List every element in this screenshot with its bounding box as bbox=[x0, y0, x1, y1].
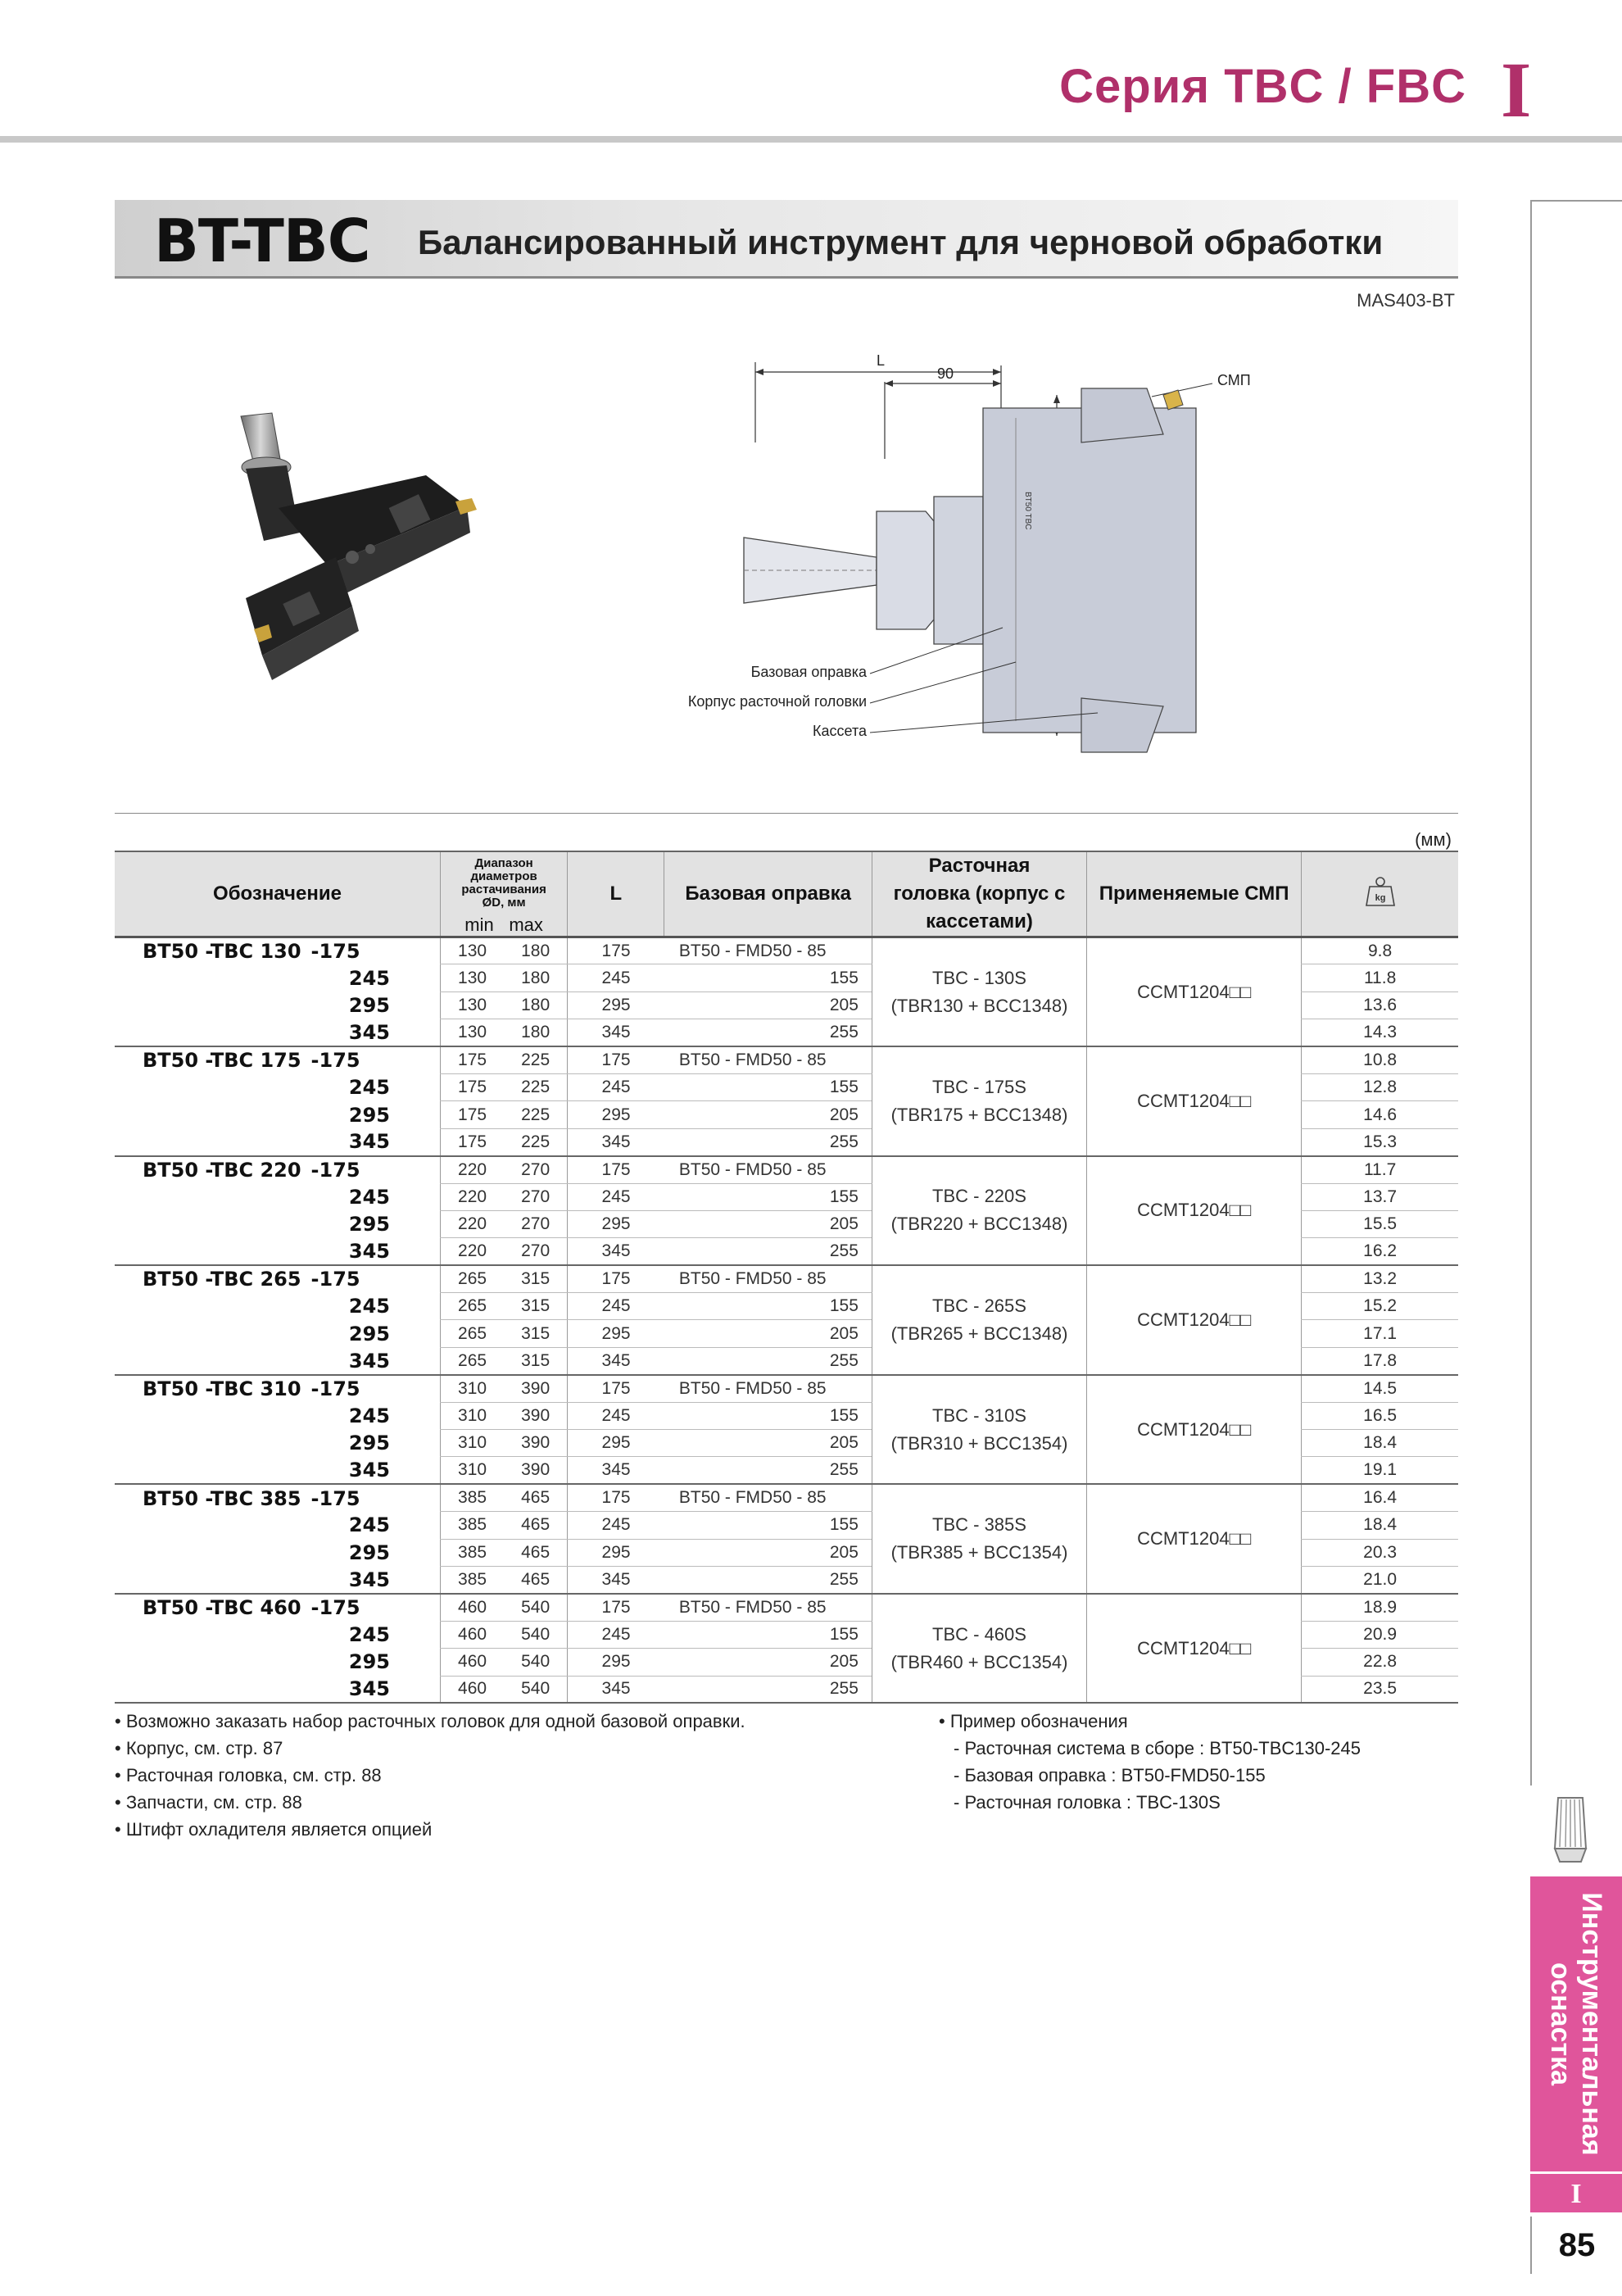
section-roman-numeral: I bbox=[1501, 46, 1532, 134]
cell-base-holder: BT50 - FMD50 - 85 bbox=[664, 1484, 872, 1511]
table-row bbox=[115, 1375, 1458, 1402]
designation-suffix: -175 bbox=[310, 939, 360, 963]
cell-max: 465 bbox=[504, 1539, 568, 1566]
cell-max: 390 bbox=[504, 1457, 568, 1484]
cell-max: 225 bbox=[504, 1128, 568, 1155]
cell-min: 175 bbox=[441, 1101, 505, 1128]
cell-insert: CCMT1204□□ bbox=[1087, 1265, 1302, 1375]
technical-drawing bbox=[687, 336, 1327, 762]
cell-max: 315 bbox=[504, 1265, 568, 1292]
designation-prefix: BT50 -TBC 310 bbox=[143, 1377, 301, 1400]
title-bar bbox=[115, 200, 1458, 279]
cell-insert: CCMT1204□□ bbox=[1087, 1046, 1302, 1156]
cell-max: 540 bbox=[504, 1594, 568, 1621]
header-designation: Обозначение bbox=[115, 851, 441, 937]
cell-L: 295 bbox=[568, 1649, 664, 1676]
cell-base-holder: BT50 - FMD50 - 85 bbox=[664, 1375, 872, 1402]
cell-designation bbox=[115, 991, 441, 1019]
designation-prefix: BT50 -TBC 220 bbox=[143, 1158, 301, 1182]
cell-base-holder: 255 bbox=[664, 1238, 872, 1265]
header-weight bbox=[1302, 851, 1458, 937]
cell-weight: 19.1 bbox=[1302, 1457, 1458, 1484]
cell-max: 180 bbox=[504, 1019, 568, 1046]
cell-boring-head bbox=[872, 1046, 1086, 1156]
cell-max: 390 bbox=[504, 1375, 568, 1402]
cell-L: 175 bbox=[568, 1265, 664, 1292]
cell-designation bbox=[115, 1484, 441, 1511]
dim-L-label: L bbox=[877, 352, 886, 369]
unit-note: (мм) bbox=[1415, 829, 1452, 850]
cell-base-holder: 205 bbox=[664, 1320, 872, 1347]
cell-designation bbox=[115, 1621, 441, 1648]
cell-min: 310 bbox=[441, 1457, 505, 1484]
cell-min: 310 bbox=[441, 1402, 505, 1429]
cell-weight: 15.2 bbox=[1302, 1293, 1458, 1320]
cell-max: 270 bbox=[504, 1210, 568, 1237]
cell-designation bbox=[115, 1512, 441, 1539]
cell-min: 220 bbox=[441, 1156, 505, 1183]
cell-insert: CCMT1204□□ bbox=[1087, 1156, 1302, 1266]
cell-L: 245 bbox=[568, 1183, 664, 1210]
cell-base-holder: 155 bbox=[664, 1293, 872, 1320]
cell-weight: 17.1 bbox=[1302, 1320, 1458, 1347]
weight-unit: kg bbox=[1375, 892, 1386, 903]
cell-designation bbox=[115, 937, 441, 964]
cell-min: 385 bbox=[441, 1539, 505, 1566]
cell-base-holder: 155 bbox=[664, 1402, 872, 1429]
cell-weight: 23.5 bbox=[1302, 1676, 1458, 1703]
designation-suffix: 295 bbox=[348, 1540, 390, 1564]
cell-max: 270 bbox=[504, 1156, 568, 1183]
cell-base-holder: 155 bbox=[664, 964, 872, 991]
designation-suffix: 345 bbox=[348, 1459, 390, 1482]
cell-L: 295 bbox=[568, 991, 664, 1019]
table-row bbox=[115, 1484, 1458, 1511]
designation-prefix: BT50 -TBC 130 bbox=[143, 939, 301, 963]
model-description: Балансированный инструмент для черновой обработки bbox=[418, 223, 1384, 261]
notes-left bbox=[115, 1708, 745, 1843]
example-item: - Расточная головка : TBC-130S bbox=[954, 1792, 1221, 1813]
insert-label: СМП bbox=[1217, 372, 1251, 388]
cell-L: 245 bbox=[568, 1621, 664, 1648]
cell-min: 385 bbox=[441, 1566, 505, 1593]
cell-boring-head bbox=[872, 937, 1086, 1047]
cell-L: 295 bbox=[568, 1539, 664, 1566]
cell-base-holder: BT50 - FMD50 - 85 bbox=[664, 1265, 872, 1292]
product-photo bbox=[221, 410, 565, 713]
cell-max: 270 bbox=[504, 1183, 568, 1210]
cell-L: 295 bbox=[568, 1101, 664, 1128]
cell-L: 245 bbox=[568, 1512, 664, 1539]
cell-designation bbox=[115, 1101, 441, 1128]
designation-prefix: BT50 -TBC 385 bbox=[143, 1486, 301, 1510]
cell-min: 175 bbox=[441, 1046, 505, 1073]
cell-base-holder: 155 bbox=[664, 1073, 872, 1100]
cell-weight: 13.7 bbox=[1302, 1183, 1458, 1210]
cell-weight: 16.5 bbox=[1302, 1402, 1458, 1429]
note-item: • Расточная головка, см. стр. 88 bbox=[115, 1765, 382, 1786]
boring-head-composition: (TBR310 + BCC1354) bbox=[890, 1432, 1068, 1454]
collet-icon bbox=[1545, 1791, 1596, 1865]
cell-min: 265 bbox=[441, 1293, 505, 1320]
cell-min: 385 bbox=[441, 1512, 505, 1539]
cell-weight: 15.5 bbox=[1302, 1210, 1458, 1237]
cell-max: 465 bbox=[504, 1512, 568, 1539]
cell-designation bbox=[115, 1430, 441, 1457]
cell-base-holder: 205 bbox=[664, 1101, 872, 1128]
cell-designation bbox=[115, 1676, 441, 1703]
boring-head-composition: (TBR130 + BCC1348) bbox=[890, 995, 1068, 1016]
cell-boring-head bbox=[872, 1484, 1086, 1594]
boring-head-composition: (TBR385 + BCC1354) bbox=[890, 1542, 1068, 1563]
cell-designation bbox=[115, 1238, 441, 1265]
designation-prefix: BT50 -TBC 175 bbox=[143, 1049, 301, 1073]
note-item: • Возможно заказать набор расточных головок для одной базовой оправки. bbox=[115, 1711, 745, 1731]
cell-designation bbox=[115, 1347, 441, 1374]
cell-insert: CCMT1204□□ bbox=[1087, 1375, 1302, 1485]
cell-max: 180 bbox=[504, 991, 568, 1019]
boring-head-composition: (TBR220 + BCC1348) bbox=[890, 1214, 1068, 1235]
designation-suffix: 295 bbox=[348, 993, 390, 1017]
cell-base-holder: BT50 - FMD50 - 85 bbox=[664, 937, 872, 964]
header-divider bbox=[0, 136, 1622, 143]
designation-suffix: 345 bbox=[348, 1020, 390, 1044]
cell-designation bbox=[115, 1320, 441, 1347]
cell-base-holder: BT50 - FMD50 - 85 bbox=[664, 1156, 872, 1183]
cell-designation bbox=[115, 1073, 441, 1100]
spec-table bbox=[115, 851, 1458, 1704]
category-tab-label-line1: Инструментальная bbox=[1576, 1892, 1607, 2156]
designation-suffix: 295 bbox=[348, 1103, 390, 1127]
section-divider bbox=[115, 813, 1458, 814]
cell-weight: 12.8 bbox=[1302, 1073, 1458, 1100]
designation-suffix: 295 bbox=[348, 1432, 390, 1455]
boring-head-model: TBC - 460S bbox=[932, 1623, 1026, 1645]
header-min: min bbox=[464, 914, 494, 935]
cell-min: 130 bbox=[441, 1019, 505, 1046]
cell-designation bbox=[115, 1046, 441, 1073]
cell-designation bbox=[115, 1594, 441, 1621]
cell-boring-head bbox=[872, 1265, 1086, 1375]
cell-L: 345 bbox=[568, 1019, 664, 1046]
cell-min: 460 bbox=[441, 1649, 505, 1676]
designation-suffix: 245 bbox=[348, 1076, 390, 1100]
cell-weight: 18.4 bbox=[1302, 1430, 1458, 1457]
cell-base-holder: 205 bbox=[664, 1649, 872, 1676]
cell-weight: 13.2 bbox=[1302, 1265, 1458, 1292]
designation-suffix: -175 bbox=[310, 1268, 360, 1291]
cell-min: 175 bbox=[441, 1073, 505, 1100]
cell-designation bbox=[115, 1375, 441, 1402]
cell-designation bbox=[115, 1265, 441, 1292]
cell-base-holder: 155 bbox=[664, 1183, 872, 1210]
cell-max: 465 bbox=[504, 1566, 568, 1593]
cell-base-holder: 255 bbox=[664, 1019, 872, 1046]
cell-weight: 21.0 bbox=[1302, 1566, 1458, 1593]
cell-designation bbox=[115, 1019, 441, 1046]
cell-insert: CCMT1204□□ bbox=[1087, 1484, 1302, 1594]
boring-head-model: TBC - 175S bbox=[932, 1076, 1026, 1097]
boring-head-model: TBC - 310S bbox=[932, 1404, 1026, 1426]
cell-weight: 18.9 bbox=[1302, 1594, 1458, 1621]
cell-L: 345 bbox=[568, 1457, 664, 1484]
category-tab bbox=[1530, 1876, 1622, 2171]
cell-L: 245 bbox=[568, 1073, 664, 1100]
example-item: - Расточная система в сборе : BT50-TBC130-245 bbox=[954, 1738, 1361, 1758]
dim-90-label: 90 bbox=[937, 365, 954, 382]
cell-designation bbox=[115, 1649, 441, 1676]
notes-right bbox=[939, 1708, 1361, 1816]
header-boring-head: Расточная головка (корпус с кассетами) bbox=[872, 851, 1086, 937]
cell-min: 130 bbox=[441, 964, 505, 991]
cell-designation bbox=[115, 1183, 441, 1210]
note-item: • Корпус, см. стр. 87 bbox=[115, 1738, 283, 1758]
cell-L: 245 bbox=[568, 964, 664, 991]
cell-min: 265 bbox=[441, 1265, 505, 1292]
table-row bbox=[115, 1046, 1458, 1073]
cell-L: 175 bbox=[568, 1484, 664, 1511]
cell-weight: 10.8 bbox=[1302, 1046, 1458, 1073]
cell-L: 175 bbox=[568, 937, 664, 964]
cell-max: 315 bbox=[504, 1347, 568, 1374]
cell-L: 175 bbox=[568, 1375, 664, 1402]
header-L: L bbox=[568, 851, 664, 937]
cell-min: 310 bbox=[441, 1375, 505, 1402]
cell-weight: 20.9 bbox=[1302, 1621, 1458, 1648]
cartridge-label: Кассета bbox=[813, 723, 867, 739]
cell-min: 310 bbox=[441, 1430, 505, 1457]
cell-min: 175 bbox=[441, 1128, 505, 1155]
cell-designation bbox=[115, 964, 441, 991]
header-base-holder: Базовая оправка bbox=[664, 851, 872, 937]
designation-suffix: -175 bbox=[310, 1486, 360, 1510]
cell-boring-head bbox=[872, 1594, 1086, 1704]
cell-base-holder: 255 bbox=[664, 1676, 872, 1703]
cell-min: 220 bbox=[441, 1183, 505, 1210]
designation-suffix: 295 bbox=[348, 1650, 390, 1674]
boring-head-composition: (TBR265 + BCC1348) bbox=[890, 1323, 1068, 1344]
cell-max: 225 bbox=[504, 1101, 568, 1128]
cell-designation bbox=[115, 1156, 441, 1183]
cell-min: 130 bbox=[441, 937, 505, 964]
designation-suffix: 245 bbox=[348, 966, 390, 990]
designation-suffix: -175 bbox=[310, 1158, 360, 1182]
header-inserts: Применяемые СМП bbox=[1087, 851, 1302, 937]
model-title: BT-TBC bbox=[154, 206, 370, 275]
boring-body-label: Корпус расточной головки bbox=[687, 693, 867, 710]
note-item: • Штифт охладителя является опцией bbox=[115, 1819, 433, 1840]
cell-designation bbox=[115, 1128, 441, 1155]
designation-prefix: BT50 -TBC 460 bbox=[143, 1596, 301, 1620]
cell-max: 180 bbox=[504, 937, 568, 964]
cell-max: 180 bbox=[504, 964, 568, 991]
cell-min: 265 bbox=[441, 1347, 505, 1374]
cell-min: 130 bbox=[441, 991, 505, 1019]
cell-max: 315 bbox=[504, 1293, 568, 1320]
cell-weight: 15.3 bbox=[1302, 1128, 1458, 1155]
side-frame bbox=[1530, 200, 1622, 1786]
cell-min: 220 bbox=[441, 1210, 505, 1237]
category-tab-label-line2: оснастка bbox=[1545, 1962, 1576, 2086]
boring-head-composition: (TBR175 + BCC1348) bbox=[890, 1104, 1068, 1125]
cell-weight: 18.4 bbox=[1302, 1512, 1458, 1539]
standard-note: MAS403-BT bbox=[1357, 290, 1455, 311]
cell-max: 390 bbox=[504, 1430, 568, 1457]
cell-base-holder: 205 bbox=[664, 991, 872, 1019]
cell-base-holder: 205 bbox=[664, 1539, 872, 1566]
cell-designation bbox=[115, 1210, 441, 1237]
cell-weight: 22.8 bbox=[1302, 1649, 1458, 1676]
cell-L: 295 bbox=[568, 1320, 664, 1347]
designation-suffix: 295 bbox=[348, 1322, 390, 1345]
cell-insert: CCMT1204□□ bbox=[1087, 1594, 1302, 1704]
cell-base-holder: BT50 - FMD50 - 85 bbox=[664, 1594, 872, 1621]
cell-weight: 16.4 bbox=[1302, 1484, 1458, 1511]
cell-weight: 9.8 bbox=[1302, 937, 1458, 964]
header-range-title: Диапазон диаметров растачивания ØD, мм bbox=[461, 856, 546, 910]
cell-weight: 14.5 bbox=[1302, 1375, 1458, 1402]
header-range bbox=[441, 851, 568, 937]
svg-text:BT50 TBC: BT50 TBC bbox=[1023, 492, 1032, 530]
table-row bbox=[115, 1156, 1458, 1183]
cell-designation bbox=[115, 1457, 441, 1484]
table-row bbox=[115, 937, 1458, 964]
cell-L: 345 bbox=[568, 1676, 664, 1703]
cell-designation bbox=[115, 1293, 441, 1320]
cell-max: 270 bbox=[504, 1238, 568, 1265]
cell-base-holder: 155 bbox=[664, 1621, 872, 1648]
note-item: • Запчасти, см. стр. 88 bbox=[115, 1792, 302, 1813]
cell-min: 460 bbox=[441, 1594, 505, 1621]
cell-L: 245 bbox=[568, 1402, 664, 1429]
cell-max: 225 bbox=[504, 1046, 568, 1073]
table-row bbox=[115, 1265, 1458, 1292]
designation-suffix: 245 bbox=[348, 1185, 390, 1209]
designation-suffix: 345 bbox=[348, 1568, 390, 1591]
cell-L: 345 bbox=[568, 1128, 664, 1155]
cell-min: 460 bbox=[441, 1621, 505, 1648]
cell-base-holder: 255 bbox=[664, 1347, 872, 1374]
cell-weight: 20.3 bbox=[1302, 1539, 1458, 1566]
designation-suffix: 245 bbox=[348, 1404, 390, 1427]
header-max: max bbox=[509, 914, 543, 935]
designation-prefix: BT50 -TBC 265 bbox=[143, 1268, 301, 1291]
designation-suffix: -175 bbox=[310, 1596, 360, 1620]
boring-head-model: TBC - 220S bbox=[932, 1186, 1026, 1207]
designation-suffix: 345 bbox=[348, 1677, 390, 1701]
cell-designation bbox=[115, 1402, 441, 1429]
designation-suffix: 245 bbox=[348, 1295, 390, 1318]
cell-L: 175 bbox=[568, 1046, 664, 1073]
category-tab-roman: I bbox=[1530, 2171, 1622, 2212]
boring-head-model: TBC - 385S bbox=[932, 1514, 1026, 1536]
cell-weight: 14.3 bbox=[1302, 1019, 1458, 1046]
cell-insert: CCMT1204□□ bbox=[1087, 937, 1302, 1047]
cell-weight: 11.7 bbox=[1302, 1156, 1458, 1183]
cell-base-holder: BT50 - FMD50 - 85 bbox=[664, 1046, 872, 1073]
cell-base-holder: 255 bbox=[664, 1128, 872, 1155]
cell-min: 385 bbox=[441, 1484, 505, 1511]
cell-L: 245 bbox=[568, 1293, 664, 1320]
cell-L: 345 bbox=[568, 1566, 664, 1593]
cell-base-holder: 205 bbox=[664, 1210, 872, 1237]
cell-designation bbox=[115, 1539, 441, 1566]
page-number: 85 bbox=[1530, 2217, 1622, 2274]
cell-base-holder: 155 bbox=[664, 1512, 872, 1539]
cell-base-holder: 205 bbox=[664, 1430, 872, 1457]
cell-L: 175 bbox=[568, 1594, 664, 1621]
cell-max: 540 bbox=[504, 1621, 568, 1648]
cell-weight: 13.6 bbox=[1302, 991, 1458, 1019]
designation-suffix: 345 bbox=[348, 1239, 390, 1263]
cell-L: 175 bbox=[568, 1156, 664, 1183]
cell-max: 225 bbox=[504, 1073, 568, 1100]
cell-min: 220 bbox=[441, 1238, 505, 1265]
example-item: - Базовая оправка : BT50-FMD50-155 bbox=[954, 1765, 1266, 1786]
designation-suffix: 245 bbox=[348, 1622, 390, 1646]
cell-min: 460 bbox=[441, 1676, 505, 1703]
cell-max: 315 bbox=[504, 1320, 568, 1347]
cell-min: 265 bbox=[441, 1320, 505, 1347]
series-title: Серия TBC / FBC bbox=[1059, 60, 1466, 113]
designation-suffix: 295 bbox=[348, 1213, 390, 1236]
cell-L: 345 bbox=[568, 1347, 664, 1374]
weight-icon bbox=[1363, 874, 1398, 909]
cell-base-holder: 255 bbox=[664, 1457, 872, 1484]
cell-max: 540 bbox=[504, 1676, 568, 1703]
boring-head-composition: (TBR460 + BCC1354) bbox=[890, 1651, 1068, 1672]
cell-boring-head bbox=[872, 1156, 1086, 1266]
cell-L: 345 bbox=[568, 1238, 664, 1265]
cell-designation bbox=[115, 1566, 441, 1593]
base-holder-label: Базовая оправка bbox=[750, 664, 867, 680]
table-row bbox=[115, 1594, 1458, 1621]
boring-head-model: TBC - 130S bbox=[932, 967, 1026, 988]
cell-weight: 17.8 bbox=[1302, 1347, 1458, 1374]
cell-weight: 16.2 bbox=[1302, 1238, 1458, 1265]
cell-max: 540 bbox=[504, 1649, 568, 1676]
cell-max: 465 bbox=[504, 1484, 568, 1511]
designation-suffix: -175 bbox=[310, 1377, 360, 1400]
cell-weight: 14.6 bbox=[1302, 1101, 1458, 1128]
designation-suffix: -175 bbox=[310, 1049, 360, 1073]
example-title: • Пример обозначения bbox=[939, 1711, 1128, 1731]
cell-L: 295 bbox=[568, 1210, 664, 1237]
designation-suffix: 245 bbox=[348, 1513, 390, 1537]
cell-weight: 11.8 bbox=[1302, 964, 1458, 991]
designation-suffix: 345 bbox=[348, 1349, 390, 1373]
cell-max: 390 bbox=[504, 1402, 568, 1429]
designation-suffix: 345 bbox=[348, 1130, 390, 1154]
cell-L: 295 bbox=[568, 1430, 664, 1457]
boring-head-model: TBC - 265S bbox=[932, 1295, 1026, 1316]
cell-boring-head bbox=[872, 1375, 1086, 1485]
cell-base-holder: 255 bbox=[664, 1566, 872, 1593]
